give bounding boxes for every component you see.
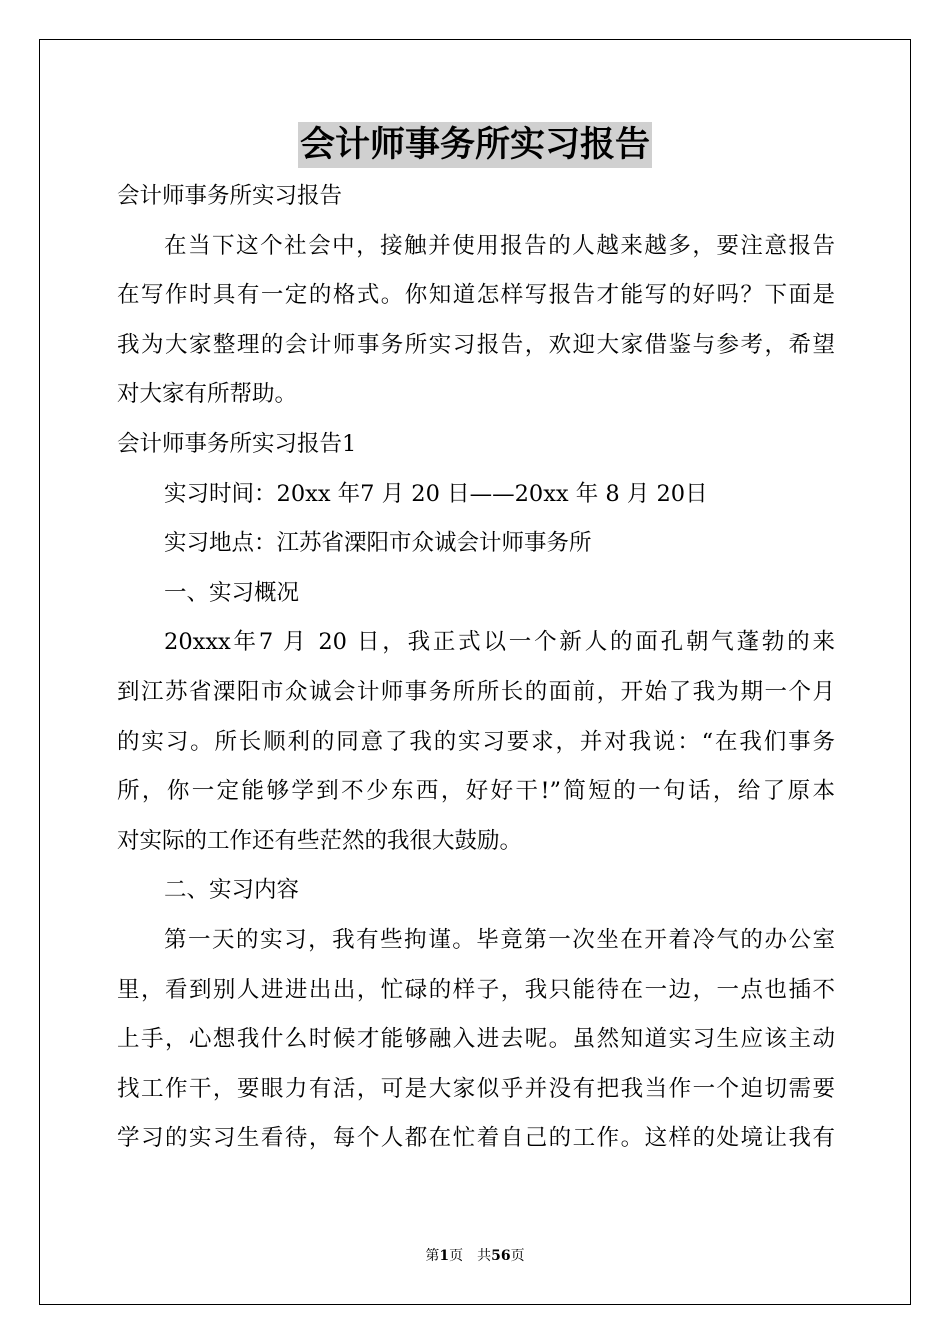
body-line: 学习的实习生看待，每个人都在忙着自己的工作。这样的处境让我有 [117,1125,835,1152]
footer-total-prefix: 共 [477,1248,492,1264]
body-line: 对实际的工作还有些茫然的我很大鼓励。 [117,827,523,854]
body-line: 上手，心想我什么时候才能够融入进去呢。虽然知道实习生应该主动 [117,1026,835,1053]
footer-page-prefix: 第 [425,1248,440,1264]
document-title: 会计师事务所实习报告 [298,122,652,168]
body-line: 我为大家整理的会计师事务所实习报告，欢迎大家借鉴与参考，希望 [117,331,835,358]
body-line: 会计师事务所实习报告1 [117,430,357,457]
footer-total-pages: 56 [491,1248,511,1264]
body-line: 到江苏省溧阳市众诚会计师事务所所长的面前，开始了我为期一个月 [117,678,835,705]
body-line: 一、实习概况 [164,579,300,606]
body-line: 的实习。所长顺利的同意了我的实习要求，并对我说：“在我们事务 [117,728,835,755]
body-line: 在当下这个社会中，接触并使用报告的人越来越多，要注意报告 [164,232,835,259]
body-line: 对大家有所帮助。 [117,381,298,408]
body-line: 找工作干，要眼力有活，可是大家似乎并没有把我当作一个迫切需要 [117,1075,835,1102]
body-line: 二、实习内容 [164,877,300,904]
body-line: 第一天的实习，我有些拘谨。毕竟第一次坐在开着冷气的办公室 [164,926,835,953]
footer-page-suffix: 页 [449,1248,464,1264]
body-line: 在写作时具有一定的格式。你知道怎样写报告才能写的好吗？下面是 [117,282,835,309]
body-line: 会计师事务所实习报告 [117,183,343,209]
footer-page-number: 1 [439,1248,450,1264]
body-line: 20xxx年7 月 20 日，我正式以一个新人的面孔朝气蓬勃的来 [164,629,835,656]
footer-total-suffix: 页 [510,1248,525,1264]
body-line: 所，你一定能够学到不少东西，好好干!”简短的一句话，给了原本 [117,778,835,805]
body-line: 实习时间：20xx 年7 月 20 日——20xx 年 8 月 20日 [164,480,708,507]
document-body [117,172,835,1164]
body-line: 实习地点：江苏省溧阳市众诚会计师事务所 [164,530,592,557]
page-footer [0,1246,950,1266]
title-container [0,122,950,168]
body-line: 里，看到别人进进出出，忙碌的样子，我只能待在一边，一点也插不 [117,976,835,1003]
